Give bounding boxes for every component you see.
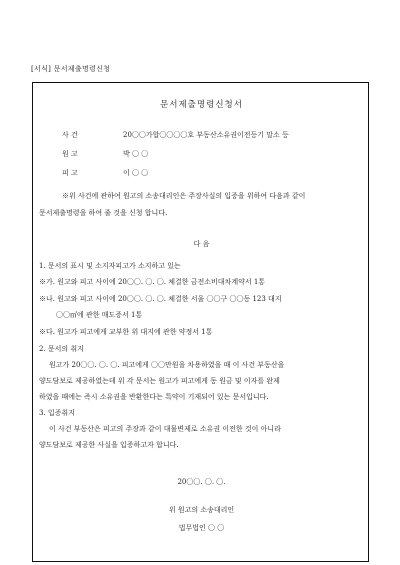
form-caption: [서식] 문서제출명령신청 (31, 65, 111, 73)
case-value: 20〇〇가합〇〇〇〇호 부동산소유권이전등기 말소 등 (123, 131, 289, 139)
case-label: 사 건 (62, 131, 78, 139)
plaintiff-value: 박 〇 〇 (123, 150, 149, 158)
body-line: 〇〇㎡에 관한 매도증서 1통 (56, 311, 143, 319)
defendant-label: 피 고 (62, 169, 78, 177)
body-line: 이 사건 부동산은 피고의 주장과 같이 대물변제로 소유권 이전한 것이 아니라 (49, 425, 281, 433)
body-line: 양도담보로 제공하였는데 위 각 문서는 원고가 피고에게 동 원금 및 이자를 완제 (39, 377, 280, 385)
body-line: 1. 문서의 표시 및 소지자피고가 소지하고 있는 (39, 262, 181, 270)
body-line: ※다. 원고가 피고에게 교부한 위 대지에 관한 약정서 1통 (39, 328, 213, 336)
signature-firm: 법무법인 〇 〇 (178, 524, 225, 532)
plaintiff-label: 원 고 (62, 150, 78, 158)
body-line: 하였을 때에는 즉시 소유권을 반환한다는 특약이 기재되어 있는 문서입니다. (39, 393, 269, 401)
defendant-value: 이 〇 〇 (123, 169, 149, 177)
body-line: ※나. 원고와 피고 사이에 20〇〇. 〇. 〇. 체결한 서울 〇〇구 〇〇동 123 대지 (39, 295, 282, 303)
body-line: 3. 입증취지 (39, 409, 75, 417)
body-line: 원고가 20〇〇. 〇. 〇. 피고에게 〇〇만원을 차용하였을 때 이 사건 부동산을 (49, 361, 285, 369)
intro-line: ※위 사건에 관하여 원고의 소송대리인은 주장사실의 입증을 위하여 다음과 같이 (62, 192, 306, 200)
intro-line: 문서제출명령을 하여 줄 것을 신청 합니다. (39, 209, 168, 217)
body-line: 양도담보로 제공한 사실을 입증하고자 합니다. (39, 441, 179, 449)
document-title: 문서제출명령신청서 (160, 100, 243, 110)
document-frame (32, 82, 369, 562)
body-line: ※가. 원고와 피고 사이에 20〇〇. 〇. 〇. 체결한 금전소비대차계약서 1통 (39, 278, 266, 286)
section-heading: 다 음 (193, 240, 210, 248)
signature-line: 위 원고의 소송대리인 (168, 506, 235, 514)
body-line: 2. 문서의 취지 (39, 345, 84, 353)
document-date: 20〇〇. 〇. 〇. (177, 478, 226, 486)
